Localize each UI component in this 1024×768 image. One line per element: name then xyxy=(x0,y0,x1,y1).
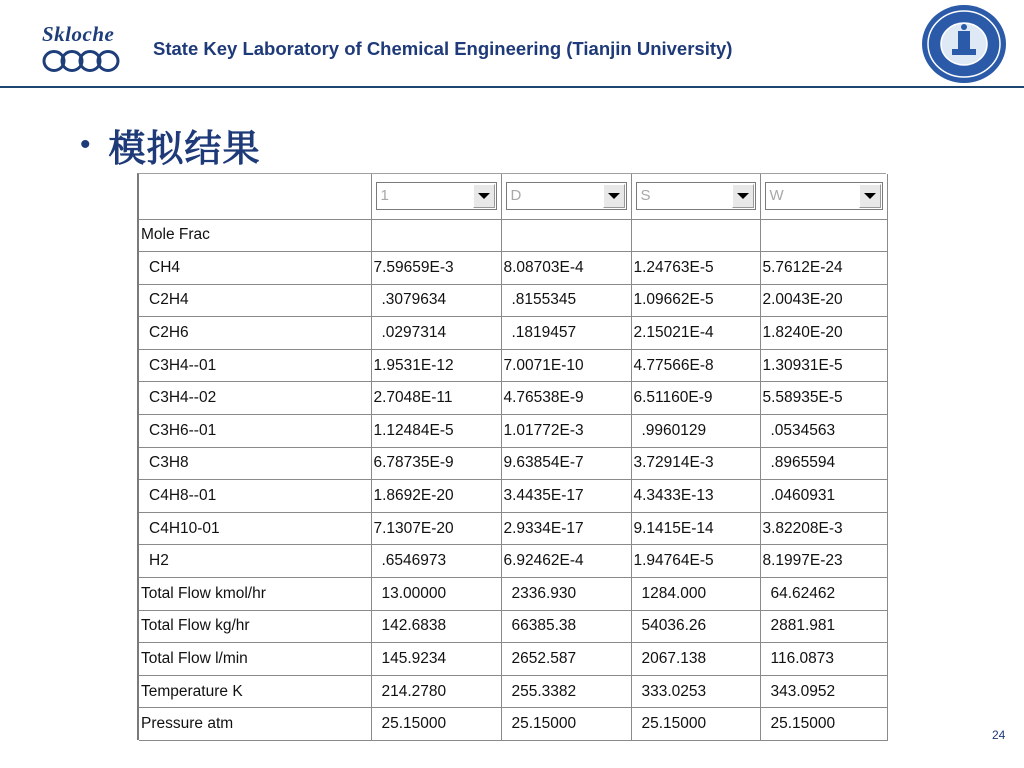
value-cell[interactable]: 6.78735E-9 xyxy=(371,447,501,480)
value-cell[interactable]: 7.0071E-10 xyxy=(501,349,631,382)
value-cell[interactable]: 1.24763E-5 xyxy=(631,252,760,285)
stream-select-1[interactable] xyxy=(376,182,497,210)
value-cell[interactable]: 2652.587 xyxy=(501,643,631,676)
stream-select-value: D xyxy=(510,187,522,205)
slide-heading-row xyxy=(80,118,261,172)
value-cell[interactable]: 13.00000 xyxy=(371,578,501,611)
stream-select-s[interactable] xyxy=(636,182,756,210)
property-row xyxy=(139,610,887,643)
header-divider xyxy=(0,86,1024,88)
value-cell[interactable]: 6.51160E-9 xyxy=(631,382,760,415)
university-seal-icon xyxy=(920,3,1008,85)
value-cell[interactable]: 25.15000 xyxy=(371,708,501,741)
component-row xyxy=(139,480,887,513)
value-cell[interactable]: .8155345 xyxy=(501,284,631,317)
value-cell[interactable]: .1819457 xyxy=(501,317,631,350)
row-label[interactable]: Pressure atm xyxy=(139,708,371,741)
value-cell[interactable]: 8.1997E-23 xyxy=(760,545,887,578)
value-cell[interactable]: 1.9531E-12 xyxy=(371,349,501,382)
stream-select-value: 1 xyxy=(380,187,389,205)
skloche-logo xyxy=(40,22,124,76)
value-cell[interactable]: 1284.000 xyxy=(631,578,760,611)
logo-wordmark: Skloche xyxy=(42,22,115,46)
value-cell[interactable]: 1.8692E-20 xyxy=(371,480,501,513)
value-cell[interactable]: .3079634 xyxy=(371,284,501,317)
value-cell[interactable]: 64.62462 xyxy=(760,578,887,611)
table-cell[interactable] xyxy=(760,219,887,252)
stream-select-w[interactable] xyxy=(765,182,883,210)
value-cell[interactable]: 25.15000 xyxy=(760,708,887,741)
table-cell[interactable] xyxy=(371,219,501,252)
value-cell[interactable]: 214.2780 xyxy=(371,675,501,708)
row-label[interactable]: Total Flow kg/hr xyxy=(139,610,371,643)
value-cell[interactable]: 2.9334E-17 xyxy=(501,512,631,545)
value-cell[interactable]: 2.7048E-11 xyxy=(371,382,501,415)
stream-select-d[interactable] xyxy=(506,182,627,210)
table-cell[interactable] xyxy=(501,219,631,252)
value-cell[interactable]: 1.30931E-5 xyxy=(760,349,887,382)
row-label[interactable]: Total Flow kmol/hr xyxy=(139,578,371,611)
value-cell[interactable]: .0534563 xyxy=(760,415,887,448)
component-rows xyxy=(139,252,887,578)
value-cell[interactable]: 2067.138 xyxy=(631,643,760,676)
value-cell[interactable]: .6546973 xyxy=(371,545,501,578)
component-row xyxy=(139,415,887,448)
value-cell[interactable]: 1.8240E-20 xyxy=(760,317,887,350)
value-cell[interactable]: 1.94764E-5 xyxy=(631,545,760,578)
value-cell[interactable]: 9.1415E-14 xyxy=(631,512,760,545)
value-cell[interactable]: 66385.38 xyxy=(501,610,631,643)
property-row xyxy=(139,578,887,611)
row-label[interactable]: C3H4--01 xyxy=(139,349,371,382)
bullet-icon: • xyxy=(80,128,91,161)
value-cell[interactable]: 5.58935E-5 xyxy=(760,382,887,415)
value-cell[interactable]: .0297314 xyxy=(371,317,501,350)
value-cell[interactable]: 2.0043E-20 xyxy=(760,284,887,317)
corner-cell xyxy=(139,174,371,219)
value-cell[interactable]: .9960129 xyxy=(631,415,760,448)
stream-select-value: S xyxy=(640,187,651,205)
component-row xyxy=(139,349,887,382)
value-cell[interactable]: 8.08703E-4 xyxy=(501,252,631,285)
stream-select-value: W xyxy=(769,187,784,205)
value-cell[interactable]: 4.76538E-9 xyxy=(501,382,631,415)
component-row xyxy=(139,447,887,480)
row-label[interactable]: C3H6--01 xyxy=(139,415,371,448)
value-cell[interactable]: 5.7612E-24 xyxy=(760,252,887,285)
row-label[interactable]: C2H4 xyxy=(139,284,371,317)
slide-heading: 模拟结果 xyxy=(108,127,261,170)
value-cell[interactable]: 1.09662E-5 xyxy=(631,284,760,317)
row-label[interactable]: C2H6 xyxy=(139,317,371,350)
row-label[interactable]: C3H8 xyxy=(139,447,371,480)
row-label[interactable]: C4H10-01 xyxy=(139,512,371,545)
value-cell[interactable]: 4.3433E-13 xyxy=(631,480,760,513)
row-label[interactable]: Total Flow l/min xyxy=(139,643,371,676)
stream-results-grid xyxy=(137,173,886,740)
value-cell[interactable]: 7.59659E-3 xyxy=(371,252,501,285)
chevron-down-icon[interactable] xyxy=(859,184,881,208)
value-cell[interactable]: 1.12484E-5 xyxy=(371,415,501,448)
header-title: State Key Laboratory of Chemical Engineering (Tianjin University) xyxy=(153,38,733,59)
value-cell[interactable]: 3.72914E-3 xyxy=(631,447,760,480)
row-label[interactable]: C4H8--01 xyxy=(139,480,371,513)
value-cell[interactable]: 2336.930 xyxy=(501,578,631,611)
value-cell[interactable]: .8965594 xyxy=(760,447,887,480)
value-cell[interactable]: 333.0253 xyxy=(631,675,760,708)
chevron-down-icon[interactable] xyxy=(603,184,625,208)
page-number: 24 xyxy=(992,728,1006,742)
component-row xyxy=(139,512,887,545)
section-row xyxy=(139,219,887,252)
value-cell[interactable]: 255.3382 xyxy=(501,675,631,708)
value-cell[interactable]: 9.63854E-7 xyxy=(501,447,631,480)
value-cell[interactable]: 145.9234 xyxy=(371,643,501,676)
value-cell[interactable]: 54036.26 xyxy=(631,610,760,643)
property-row xyxy=(139,643,887,676)
value-cell[interactable]: 6.92462E-4 xyxy=(501,545,631,578)
property-row xyxy=(139,708,887,741)
row-label[interactable]: CH4 xyxy=(139,252,371,285)
property-rows xyxy=(139,578,887,741)
stream-header-row xyxy=(139,174,887,219)
value-cell[interactable]: 142.6838 xyxy=(371,610,501,643)
value-cell[interactable]: 1.01772E-3 xyxy=(501,415,631,448)
section-label[interactable]: Mole Frac xyxy=(139,219,371,252)
component-row xyxy=(139,317,887,350)
value-cell[interactable]: 2881.981 xyxy=(760,610,887,643)
value-cell[interactable]: 4.77566E-8 xyxy=(631,349,760,382)
value-cell[interactable]: 3.82208E-3 xyxy=(760,512,887,545)
component-row xyxy=(139,252,887,285)
value-cell[interactable]: 25.15000 xyxy=(631,708,760,741)
row-label[interactable]: C3H4--02 xyxy=(139,382,371,415)
component-row xyxy=(139,382,887,415)
component-row xyxy=(139,284,887,317)
value-cell[interactable]: 7.1307E-20 xyxy=(371,512,501,545)
property-row xyxy=(139,675,887,708)
value-cell[interactable]: 343.0952 xyxy=(760,675,887,708)
row-label[interactable]: Temperature K xyxy=(139,675,371,708)
results-table xyxy=(139,174,888,741)
component-row xyxy=(139,545,887,578)
chevron-down-icon[interactable] xyxy=(473,184,495,208)
row-label[interactable]: H2 xyxy=(139,545,371,578)
chevron-down-icon[interactable] xyxy=(732,184,754,208)
value-cell[interactable]: 25.15000 xyxy=(501,708,631,741)
value-cell[interactable]: 116.0873 xyxy=(760,643,887,676)
table-cell[interactable] xyxy=(631,219,760,252)
value-cell[interactable]: 2.15021E-4 xyxy=(631,317,760,350)
value-cell[interactable]: .0460931 xyxy=(760,480,887,513)
value-cell[interactable]: 3.4435E-17 xyxy=(501,480,631,513)
logo-rings-icon xyxy=(42,49,122,73)
